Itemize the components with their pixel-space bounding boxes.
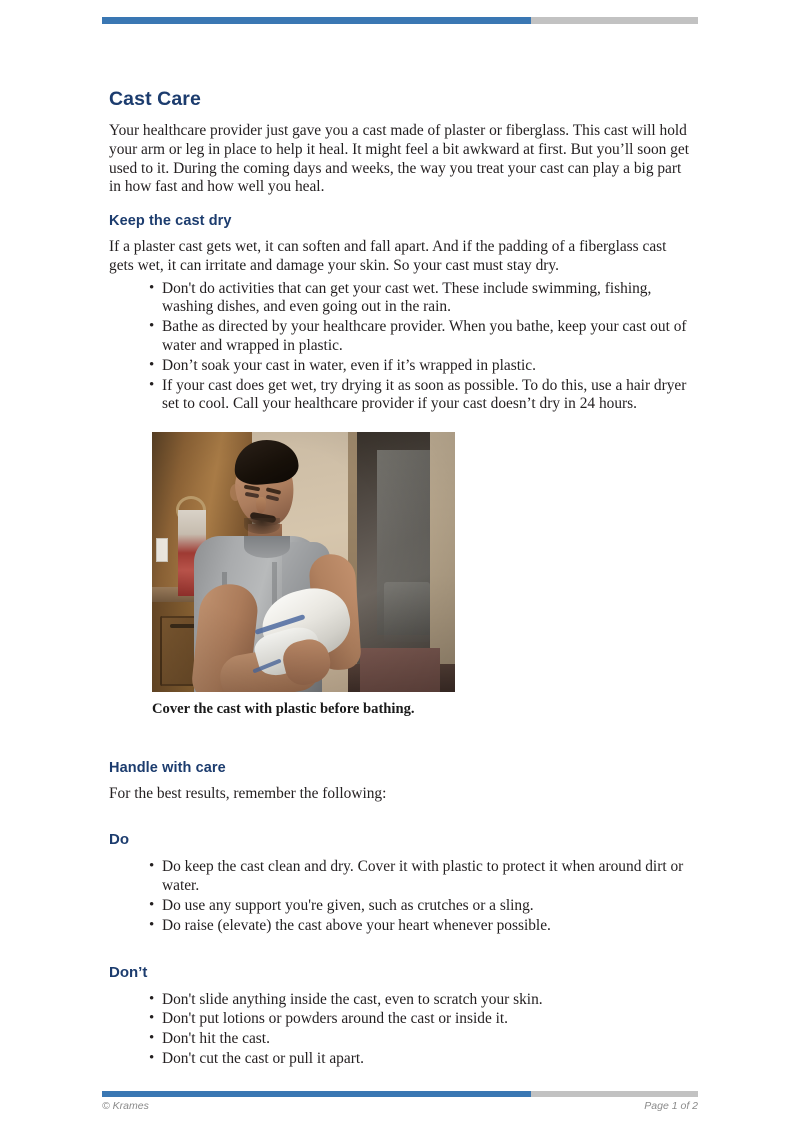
list-item: • Don't slide anything inside the cast, even to scratch your skin.	[150, 991, 692, 1010]
dont-bullet-list	[109, 991, 692, 1069]
document-content	[109, 88, 692, 1070]
list-item: • Don't hit the cast.	[150, 1030, 692, 1049]
list-item: • Don’t soak your cast in water, even if it’s wrapped in plastic.	[150, 357, 692, 376]
list-item: • Bathe as directed by your healthcare provider. When you bathe, keep your cast out of water and wrapped in plastic.	[150, 318, 692, 356]
list-item: • Don't do activities that can get your cast wet. These include swimming, fishing, washing dishes, and even going out in the rain.	[150, 280, 692, 318]
list-item: • If your cast does get wet, try drying it as soon as possible. To do this, use a hair dryer set to cool. Call your healthcare provider if your cast doesn’t dry in 24 hours.	[150, 377, 692, 415]
footer-copyright: © Krames	[102, 1100, 149, 1112]
figure-cast-bathing	[152, 432, 455, 719]
page-title: Cast Care	[109, 88, 201, 110]
page-footer	[102, 1100, 698, 1112]
footer-page-number: Page 1 of 2	[644, 1100, 698, 1112]
photo-man-covering-cast	[152, 432, 455, 692]
header-rule-blue-segment	[102, 17, 531, 24]
list-item: • Don't cut the cast or pull it apart.	[150, 1050, 692, 1069]
footer-rule	[102, 1091, 698, 1097]
footer-rule-grey-segment	[531, 1091, 698, 1097]
intro-paragraph: Your healthcare provider just gave you a cast made of plaster or fiberglass. This cast will hold your arm or leg in place to help it heal. It might feel a bit awkward at first. But you’ll soon get used to it. During the coming days and weeks, the way you treat your cast can play a big part in how fast and how well you heal.	[109, 122, 689, 196]
photo-vignette	[152, 432, 455, 692]
handle-with-care-paragraph: For the best results, remember the following:	[109, 784, 387, 802]
header-rule-grey-segment	[531, 17, 698, 24]
section-heading-handle-with-care: Handle with care	[109, 759, 226, 776]
section-heading-keep-cast-dry: Keep the cast dry	[109, 213, 232, 230]
list-item: • Do keep the cast clean and dry. Cover it with plastic to protect it when around dirt or water.	[150, 858, 692, 896]
keep-cast-dry-bullet-list	[109, 280, 692, 414]
do-bullet-list	[109, 858, 692, 935]
header-rule	[102, 17, 698, 24]
list-item: • Don't put lotions or powders around the cast or inside it.	[150, 1010, 692, 1029]
list-item: • Do raise (elevate) the cast above your heart whenever possible.	[150, 917, 692, 936]
subsection-heading-dont: Don’t	[109, 963, 148, 981]
figure-caption: Cover the cast with plastic before bathing.	[152, 701, 415, 718]
subsection-heading-do: Do	[109, 831, 129, 849]
keep-cast-dry-paragraph: If a plaster cast gets wet, it can soften and fall apart. And if the padding of a fiberglass cast gets wet, it can irritate and damage your skin. So your cast must stay dry.	[109, 238, 667, 274]
footer-rule-blue-segment	[102, 1091, 531, 1097]
list-item: • Do use any support you're given, such as crutches or a sling.	[150, 897, 692, 916]
